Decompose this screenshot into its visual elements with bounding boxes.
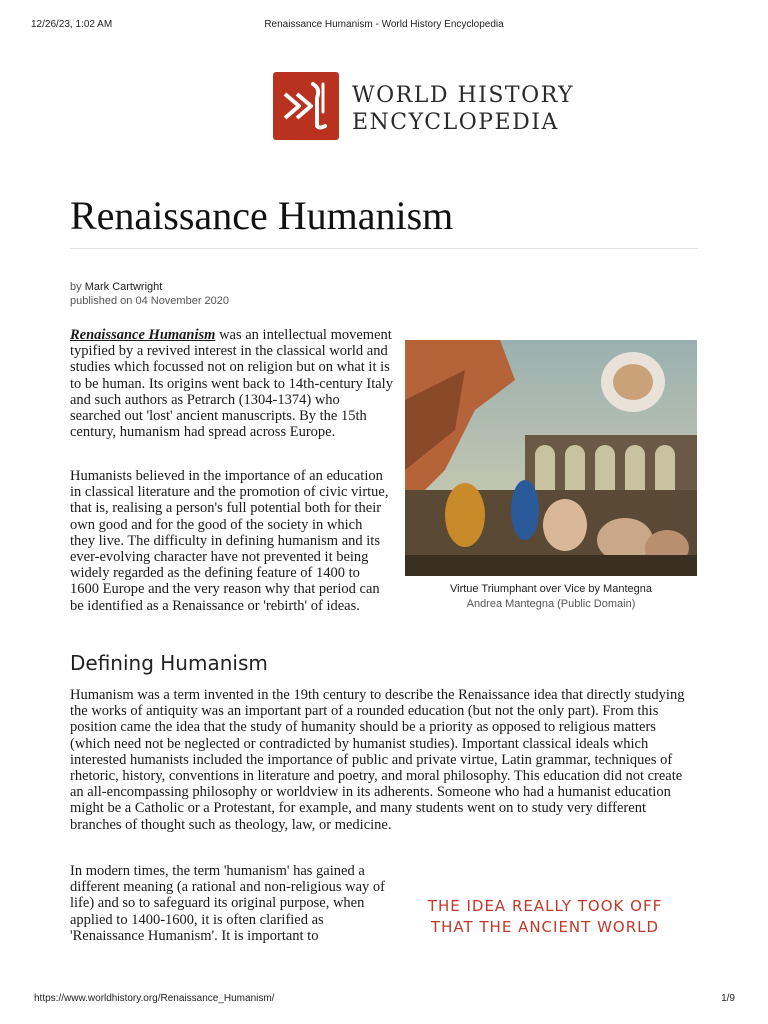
logo-line-1: WORLD HISTORY	[352, 83, 575, 108]
published-label: published on	[70, 295, 133, 307]
logo-wordmark[interactable]	[352, 82, 574, 136]
figure-caption: Virtue Triumphant over Vice by Mantegna	[450, 583, 652, 595]
figure-painting[interactable]	[405, 340, 697, 576]
intro-text: was an intellectual movement typified by a revived interest in the classical world and studies which focussed not on religion but on what it is to be human. Its origins went back to 14th-century Italy and such authors as Petrarch (1304-1374) who searched out 'lost' ancient manuscripts. By the 15th century, humanism had spread across Europe.	[70, 327, 393, 441]
by-label: by	[70, 281, 82, 293]
figure-credit: Andrea Mantegna (Public Domain)	[466, 598, 636, 610]
intro-paragraph	[70, 327, 394, 440]
print-page-number: 1/9	[721, 993, 735, 1004]
pull-quote-line-1: THE IDEA REALLY TOOK OFF	[427, 897, 663, 915]
author-link[interactable]: Mark Cartwright	[84, 281, 163, 293]
body-paragraph-2: Humanists believed in the importance of an education in classical literature and the promotion of civic virtue, that is, realising a person's full potential both for their own good and for the good of the society in which they live. The difficulty in defining humanism and its ever-evolving character have not prevented it being widely regarded as the defining feature of 1400 to 1600 Europe and the very reason why that period can be identified as a Renaissance or 'rebirth' of ideas.	[70, 468, 389, 614]
article-title: Renaissance Humanism	[70, 193, 454, 238]
pull-quote	[410, 896, 680, 938]
pull-quote-line-2: THAT THE ANCIENT WORLD	[430, 918, 660, 936]
intro-term-link[interactable]: Renaissance Humanism	[70, 327, 216, 343]
logo-line-2: ENCYCLOPEDIA	[352, 110, 559, 135]
title-divider	[70, 248, 698, 249]
published-line	[70, 295, 229, 307]
section-heading: Defining Humanism	[70, 651, 268, 675]
print-page-title: Renaissance Humanism - World History Encyclopedia	[264, 19, 504, 30]
print-datetime: 12/26/23, 1:02 AM	[31, 19, 113, 30]
published-date: 04 November 2020	[135, 295, 230, 307]
body-paragraph-3: Humanism was a term invented in the 19th century to describe the Renaissance idea that directly studying the works of antiquity was an important part of a rounded education (but not the only part). From this position came the idea that the study of humanity should be a priority as opposed to religious matters (which need not be neglected or contradicted by humanist studies). Important classical ideals which interested humanists included the importance of public and private virtue, Latin grammar, techniques of rhetoric, history, conventions in literature and poetry, and moral philosophy. This education did not create an all-encompassing philosophy or worldview in its adherents. Someone who had a humanist education might be a Catholic or a Protestant, for example, and many students went on to study very different branches of thought such as theology, law, or medicine.	[70, 687, 685, 833]
print-url: https://www.worldhistory.org/Renaissance_Humanism/	[34, 993, 275, 1004]
body-paragraph-4: In modern times, the term 'humanism' has gained a different meaning (a rational and non-religious way of life) and so to safeguard its original purpose, when applied to 1400-1600, it is often clarified as 'Renaissance Humanism'. It is important to	[70, 863, 385, 944]
byline	[70, 281, 162, 293]
whe-logo-icon[interactable]	[273, 72, 339, 140]
